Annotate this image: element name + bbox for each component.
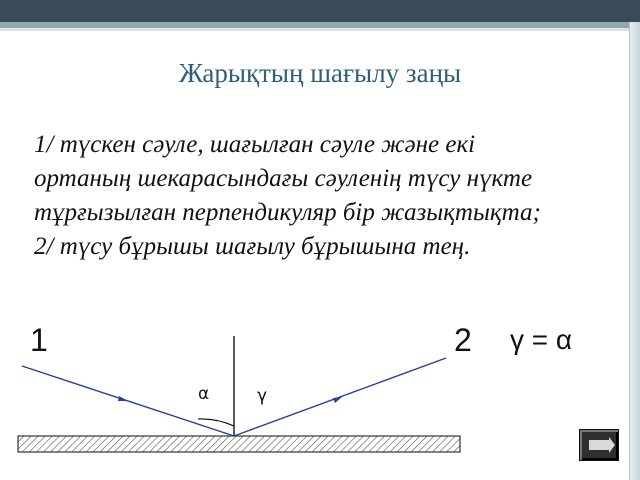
next-slide-button[interactable] bbox=[579, 429, 619, 461]
angle-arc-alpha bbox=[198, 419, 234, 426]
angle-gamma-label: γ bbox=[257, 386, 268, 406]
slide-title: Жарықтың шағылу заңы bbox=[178, 58, 462, 88]
mirror-surface bbox=[18, 436, 460, 452]
ray-label-1: 1 bbox=[30, 322, 48, 358]
law-text: 1/ түскен сәуле, шағылған сәуле және екі ортаның шекарасындағы сәуленің түсу нүкте тұрғызылған перпендикуляр бір жазықтықта; 2/ түсу бұрышы шағылу бұрышына тең. bbox=[34, 131, 541, 260]
incident-arrow bbox=[118, 396, 128, 401]
reflected-arrow bbox=[333, 397, 342, 403]
law-formula: γ = α bbox=[510, 324, 573, 355]
angle-alpha-label: α bbox=[198, 384, 210, 404]
ray-label-2: 2 bbox=[454, 322, 472, 358]
arrow-right-icon bbox=[589, 440, 609, 450]
